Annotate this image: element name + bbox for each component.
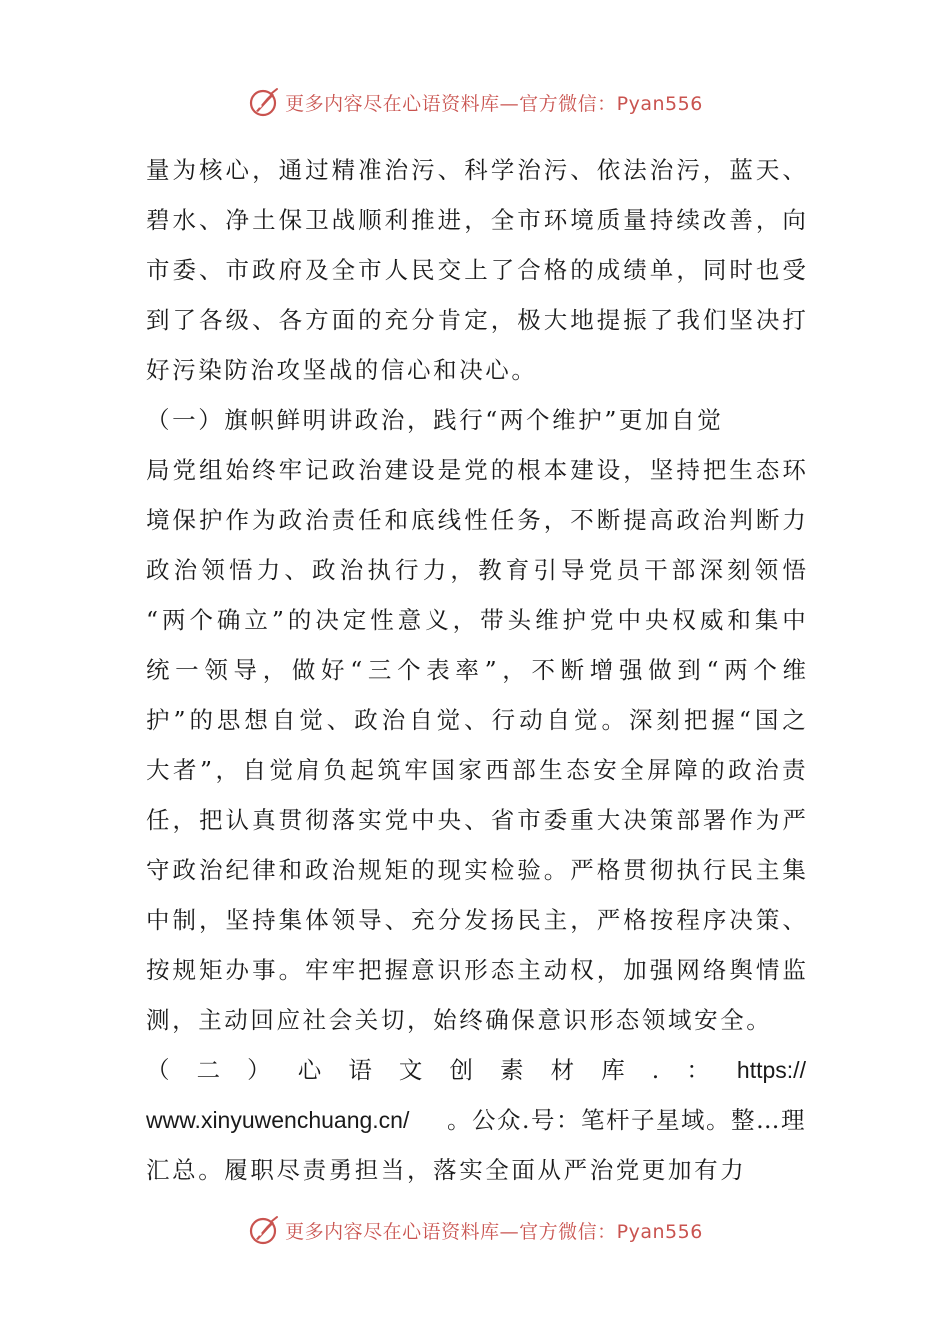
text-line: 按 规 矩 办 事 。 牢 牢 把 握 意 识 形 态 主 动 权 ， 加 强 网 络 舆 情 监 — [146, 956, 806, 984]
text-line: （一）旗帜鲜明讲政治，践行“两个维护”更加自觉 — [146, 406, 724, 434]
text-line: 任 ， 把 认 真 贯 彻 落 实 党 中 央 、 省 市 委 重 大 决 策 部 署 作 为 严 — [146, 806, 806, 834]
spaced-token: 库 — [601, 1056, 625, 1084]
banner-text — [285, 89, 703, 116]
banner-main-text: 更多内容尽在心语资料库—官方微信： — [285, 92, 617, 115]
pen-nib-logo-icon — [247, 1213, 281, 1247]
text-line: 护 ” 的 思 想 自 觉 、 政 治 自 觉 、 行 动 自 觉 。 深 刻 把 握 “ 国 之 — [146, 706, 806, 734]
spaced-token: ） — [247, 1056, 271, 1084]
closing-lines — [146, 1145, 806, 1195]
url-line — [146, 1095, 806, 1145]
text-line: 中 制 ， 坚 持 集 体 领 导 、 充 分 发 扬 民 主 ， 严 格 按 程 序 决 策 、 — [146, 906, 806, 934]
spaced-token: ： — [686, 1056, 710, 1084]
spaced-token: 文 — [398, 1056, 423, 1084]
text-line: 测，主动回应社会关切，始终确保意识形态领域安全。 — [146, 1006, 773, 1034]
text-line: 碧 水 、 净 土 保 卫 战 顺 利 推 进 ， 全 市 环 境 质 量 持 续 改 善 ， 向 — [146, 206, 806, 234]
document-body — [146, 145, 806, 1195]
text-line: 统 一 领 导 ， 做 好 “ 三 个 表 率 ” ， 不 断 增 强 做 到 “ 两 个 维 — [146, 656, 806, 684]
banner-text — [285, 1217, 703, 1244]
spaced-token: 语 — [348, 1056, 372, 1084]
text-line: 政 治 领 悟 力 、 政 治 执 行 力 ， 教 育 引 导 党 员 干 部 深 刻 领 悟 — [146, 556, 806, 584]
text-line: 守 政 治 纪 律 和 政 治 规 矩 的 现 实 检 验 。 严 格 贯 彻 执 行 民 主 集 — [146, 856, 806, 884]
spaced-token: （ — [146, 1056, 170, 1084]
wechat-handle: Pyan556 — [616, 92, 703, 115]
spaced-token: 材 — [550, 1056, 575, 1084]
wechat-handle: Pyan556 — [616, 1220, 703, 1243]
spaced-token: 心 — [297, 1056, 322, 1084]
banner-main-text: 更多内容尽在心语资料库—官方微信： — [285, 1220, 617, 1243]
text-line: “ 两 个 确 立 ” 的 决 定 性 意 义 ， 带 头 维 护 党 中 央 权 威 和 集 中 — [146, 606, 806, 634]
footer-banner — [0, 1208, 950, 1252]
text-line: 局 党 组 始 终 牢 记 政 治 建 设 是 党 的 根 本 建 设 ， 坚 持 把 生 态 环 — [146, 456, 806, 484]
website-url[interactable]: www.xinyuwenchuang.cn/ — [146, 1107, 410, 1133]
text-line: 到 了 各 级 、 各 方 面 的 充 分 肯 定 ， 极 大 地 提 振 了 我 们 坚 决 打 — [146, 306, 806, 334]
spaced-token: 素 — [500, 1056, 524, 1084]
url-line-rest: 。公众.号：笔杆子星域。整…理 — [447, 1106, 806, 1134]
text-line: 量 为 核 心 ， 通 过 精 准 治 污 、 科 学 治 污 、 依 法 治 污 ， 蓝 天 、 — [146, 156, 806, 184]
text-line: 大 者 ” ， 自 觉 肩 负 起 筑 牢 国 家 西 部 生 态 安 全 屏 障 的 政 治 责 — [146, 756, 806, 784]
pen-nib-logo-icon — [247, 85, 281, 119]
text-line: 境 保 护 作 为 政 治 责 任 和 底 线 性 任 务 ， 不 断 提 高 政 治 判 断 力 — [146, 506, 806, 534]
text-line: 好污染防治攻坚战的信心和决心。 — [146, 356, 538, 384]
heading-line-spaced — [146, 1045, 806, 1095]
text-line: 市 委 、 市 政 府 及 全 市 人 民 交 上 了 合 格 的 成 绩 单 ， 同 时 也 受 — [146, 256, 806, 284]
header-banner — [0, 80, 950, 124]
spaced-token: https:// — [736, 1057, 806, 1083]
spaced-token: . — [651, 1056, 660, 1084]
body-paragraphs — [146, 145, 806, 1045]
spaced-token: 二 — [196, 1056, 221, 1084]
spaced-token: 创 — [449, 1056, 473, 1084]
text-line: 汇总。履职尽责勇担当，落实全面从严治党更加有力 — [146, 1156, 747, 1184]
